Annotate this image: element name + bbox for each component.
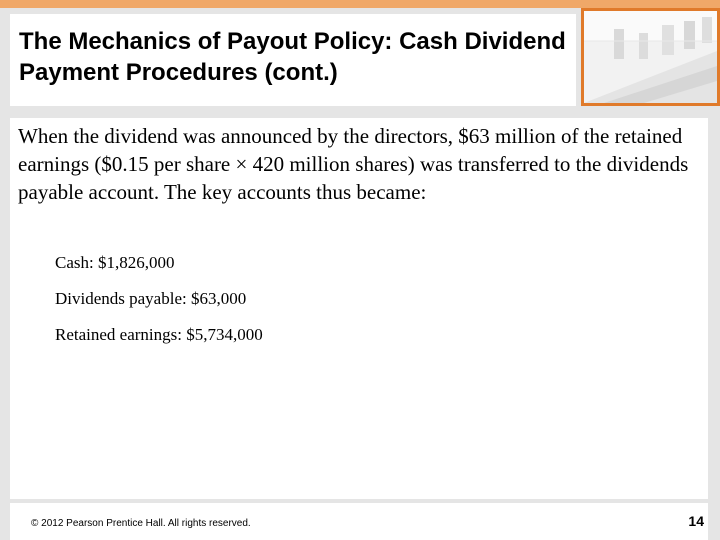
body-paragraph: When the dividend was announced by the directors, $63 million of the retained earnings ($0.15 per share × 420 million shares) was transferred to the dividends payable account. The key accounts thus became: (18, 124, 689, 204)
footer (10, 503, 708, 540)
account-item-dividends-payable: Dividends payable: $63,000 (55, 289, 247, 308)
account-item-cash: Cash: $1,826,000 (55, 253, 175, 272)
conference-room-image (584, 11, 717, 103)
account-item-retained-earnings: Retained earnings: $5,734,000 (55, 325, 263, 344)
page-number: 14 (688, 513, 704, 529)
header-photo (581, 8, 720, 106)
slide-title: The Mechanics of Payout Policy: Cash Dividend Payment Procedures (cont.) (19, 28, 566, 86)
top-accent-bar (0, 0, 720, 8)
content-area (10, 118, 708, 499)
copyright-notice: © 2012 Pearson Prentice Hall. All rights reserved. (31, 518, 251, 529)
title-box (10, 14, 576, 106)
